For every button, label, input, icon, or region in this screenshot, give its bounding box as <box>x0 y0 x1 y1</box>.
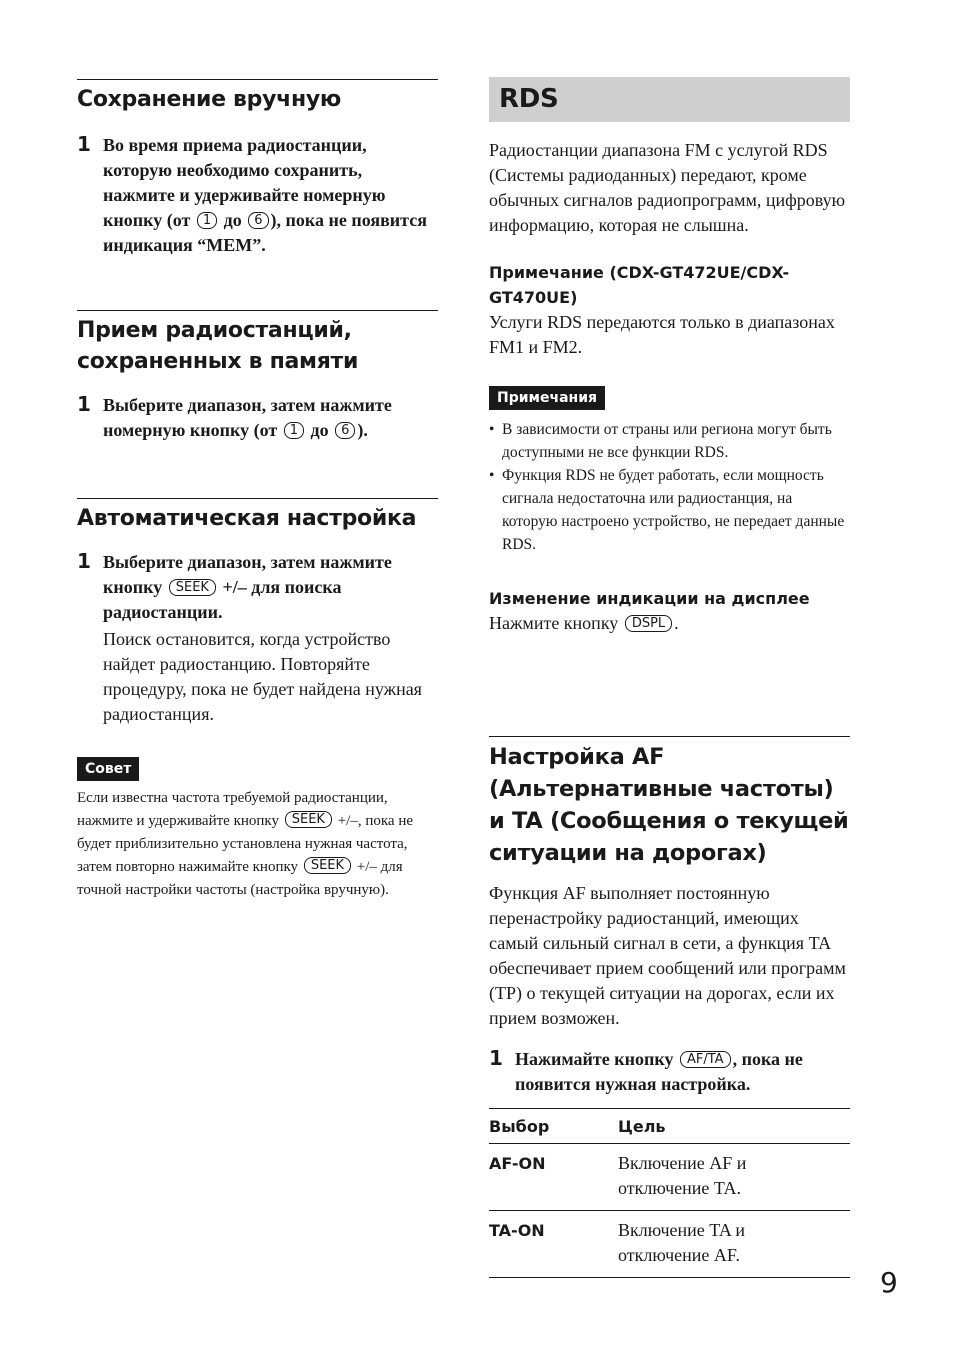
rds-title-bar <box>489 77 850 122</box>
step-text-part: , пока не появится нужная настройка. <box>515 1049 803 1094</box>
header-purpose: Цель <box>618 1109 850 1144</box>
manual-save-section <box>77 79 438 258</box>
tip-text-part: +/– для точной настройки частоты (настройка вручную). <box>77 859 403 898</box>
step <box>77 393 438 443</box>
option-cell: TA-ON <box>489 1211 618 1278</box>
model-note-text: Услуги RDS передаются только в диапазонах FM1 и FM2. <box>489 312 835 357</box>
option-cell: AF-ON <box>489 1144 618 1211</box>
step-text <box>103 550 438 625</box>
purpose-cell: Включение TA и отключение AF. <box>618 1211 850 1278</box>
tip-text <box>77 787 438 902</box>
section-title: Прием радиостанций, сохраненных в памяти <box>77 318 359 374</box>
section-rule <box>77 498 438 499</box>
step-text-part: +/– для поиска радиостанции. <box>103 577 342 622</box>
step-number: 1 <box>77 549 91 573</box>
display-change-text <box>489 611 850 636</box>
section-title: Сохранение вручную <box>77 87 342 112</box>
step <box>77 133 438 258</box>
section-title: RDS <box>499 84 559 114</box>
section-title: Настройка AF (Альтернативные частоты) и TA (Сообщения о текущей ситуации на дорогах) <box>489 744 849 866</box>
display-text-part: . <box>674 613 679 633</box>
notes-label: Примечания <box>489 386 605 410</box>
step-number: 1 <box>489 1046 503 1070</box>
step-text-part: Во время приема радиостанции, которую необходимо сохранить, нажмите и удерживайте номерную кнопку (от <box>103 135 386 230</box>
step-text <box>515 1047 850 1097</box>
rds-section <box>489 77 850 636</box>
step-text-part: Нажимайте кнопку <box>515 1049 674 1069</box>
af-ta-table <box>489 1108 850 1278</box>
step-body: Поиск остановится, когда устройство найдет радиостанцию. Повторяйте процедуру, пока не будет найдена нужная радиостанция. <box>103 629 422 724</box>
step-number: 1 <box>77 392 91 416</box>
section-title: Автоматическая настройка <box>77 506 417 531</box>
section-rule <box>77 310 438 311</box>
tip-text-part: Если известна частота требуемой радиостанции, нажмите и удерживайте кнопку <box>77 790 388 829</box>
seek-button-icon: SEEK <box>304 857 351 874</box>
header-option: Выбор <box>489 1109 618 1144</box>
preset-6-button-icon: 6 <box>335 422 355 439</box>
note-item: • Функция RDS не будет работать, если мощность сигнала недостаточна или радиостанция, на которую настроено устройство, не передает данные RDS. <box>489 464 850 556</box>
auto-tune-section <box>77 498 438 902</box>
recall-section <box>77 310 438 443</box>
step-text-part: до <box>310 420 329 440</box>
step-number: 1 <box>77 132 91 156</box>
step-text-part: Выберите диапазон, затем нажмите номерную кнопку (от <box>103 395 392 440</box>
af-ta-body: Функция AF выполняет постоянную перенастройку радиостанций, имеющих самый сильный сигнал в сети, а функция TA обеспечивает прием сообщений или программ (TP) о текущей ситуации на дорогах, если их прием возможен. <box>489 883 846 1028</box>
seek-button-icon: SEEK <box>169 579 216 596</box>
step-text-part: ), пока не появится индикация “MEM”. <box>103 210 427 255</box>
display-text-part: Нажмите кнопку <box>489 613 619 633</box>
af-ta-button-icon: AF/TA <box>680 1051 731 1068</box>
step-text-part: Выберите диапазон, затем нажмите кнопку <box>103 552 392 597</box>
step-text-part: до <box>223 210 242 230</box>
preset-1-button-icon: 1 <box>284 422 304 439</box>
dspl-button-icon: DSPL <box>625 615 672 632</box>
table-row <box>489 1211 850 1278</box>
preset-6-button-icon: 6 <box>248 212 268 229</box>
step-text-part: ). <box>357 420 368 440</box>
seek-button-icon: SEEK <box>285 811 332 828</box>
page-number: 9 <box>880 1266 898 1299</box>
rds-intro: Радиостанции диапазона FM с услугой RDS (Системы радиоданных) передают, кроме обычных сигналов радиопрограмм, цифровую информацию, которая не слышна. <box>489 140 846 235</box>
step <box>489 1047 850 1097</box>
step-text <box>103 133 438 258</box>
tip-block <box>77 757 438 902</box>
section-rule <box>489 736 850 737</box>
notes-block <box>489 386 850 556</box>
table-row <box>489 1144 850 1211</box>
tip-label: Совет <box>77 757 139 781</box>
af-ta-section <box>489 736 850 1278</box>
section-rule <box>77 79 438 80</box>
display-change-title: Изменение индикации на дисплее <box>489 589 810 608</box>
tip-text-part: +/–, пока не будет приблизительно установлена нужная частота, затем повторно нажимайте кнопку <box>77 813 414 875</box>
step-text <box>103 393 438 443</box>
table-header-row <box>489 1109 850 1144</box>
purpose-cell: Включение AF и отключение TA. <box>618 1144 850 1211</box>
model-note-title: Примечание (CDX-GT472UE/CDX-GT470UE) <box>489 263 790 307</box>
notes-list <box>489 418 850 556</box>
step <box>77 550 438 727</box>
note-item: • В зависимости от страны или региона могут быть доступными не все функции RDS. <box>489 418 850 464</box>
preset-1-button-icon: 1 <box>197 212 217 229</box>
